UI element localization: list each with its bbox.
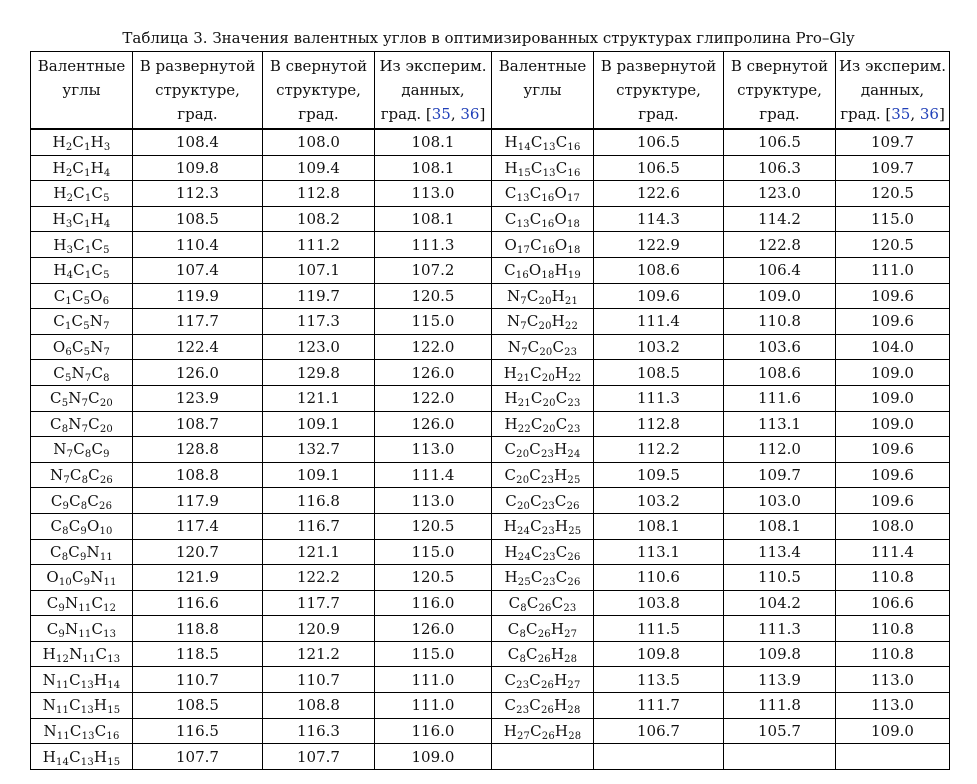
column-header-line: В свернутой — [269, 57, 368, 75]
angle-cell: $N_7C_8C_9$ — [31, 437, 133, 463]
unfolded-value-cell: 119.9 — [133, 283, 263, 309]
folded-value-cell: 109.1 — [263, 411, 375, 437]
unfolded-value-cell: 109.8 — [594, 641, 724, 667]
table-row — [31, 334, 950, 360]
table-row — [31, 181, 950, 207]
experimental-value-cell: 110.8 — [836, 565, 950, 591]
folded-value-cell: 104.2 — [724, 590, 836, 616]
folded-value-cell: 105.7 — [724, 718, 836, 744]
table-row — [31, 590, 950, 616]
unfolded-value-cell: 108.7 — [133, 411, 263, 437]
experimental-value-cell: 120.5 — [375, 565, 492, 591]
table-row — [31, 667, 950, 693]
folded-value-cell: 121.1 — [263, 539, 375, 565]
table-row — [31, 744, 950, 770]
angle-cell: $C_5N_7C_{20}$ — [31, 385, 133, 411]
table-row — [31, 155, 950, 181]
unfolded-value-cell: 103.8 — [594, 590, 724, 616]
experimental-value-cell: 109.0 — [836, 360, 950, 386]
experimental-value-cell: 111.0 — [375, 693, 492, 719]
folded-value-cell: 110.5 — [724, 565, 836, 591]
folded-value-cell: 109.1 — [263, 462, 375, 488]
citation-link[interactable]: 36 — [919, 105, 939, 123]
unfolded-value-cell: 111.7 — [594, 693, 724, 719]
column-header-line: град. — [638, 105, 679, 123]
angle-cell: $H_{22}C_{20}C_{23}$ — [492, 411, 594, 437]
table-row — [31, 616, 950, 642]
column-header — [133, 52, 263, 130]
experimental-value-cell: 116.0 — [375, 590, 492, 616]
unfolded-value-cell: 110.7 — [133, 667, 263, 693]
column-header-line: структуре, — [737, 81, 822, 99]
table-row — [31, 437, 950, 463]
unfolded-value-cell: 117.4 — [133, 513, 263, 539]
column-header — [263, 52, 375, 130]
table-row — [31, 462, 950, 488]
unfolded-value-cell: 111.4 — [594, 309, 724, 335]
citation-link[interactable]: 35 — [891, 105, 911, 123]
column-header-line — [838, 102, 947, 126]
column-header-line: структуре, — [155, 81, 240, 99]
folded-value-cell — [724, 744, 836, 770]
unfolded-value-cell: 122.9 — [594, 232, 724, 258]
experimental-value-cell: 109.0 — [836, 718, 950, 744]
experimental-value-cell: 111.4 — [836, 539, 950, 565]
table-row — [31, 513, 950, 539]
table-row — [31, 232, 950, 258]
unfolded-value-cell: 108.6 — [594, 257, 724, 283]
unfolded-value-cell: 109.8 — [133, 155, 263, 181]
unfolded-value-cell: 103.2 — [594, 334, 724, 360]
unfolded-value-cell: 111.3 — [594, 385, 724, 411]
experimental-value-cell: 126.0 — [375, 616, 492, 642]
folded-value-cell: 119.7 — [263, 283, 375, 309]
experimental-value-cell: 126.0 — [375, 411, 492, 437]
angle-cell: $H_3C_1C_5$ — [31, 232, 133, 258]
unfolded-value-cell: 107.7 — [133, 744, 263, 770]
angle-cell: $C_{20}C_{23}H_{25}$ — [492, 462, 594, 488]
angle-cell: $H_{25}C_{23}C_{26}$ — [492, 565, 594, 591]
table-row — [31, 565, 950, 591]
folded-value-cell: 111.6 — [724, 385, 836, 411]
experimental-value-cell: 115.0 — [375, 539, 492, 565]
unfolded-value-cell: 117.9 — [133, 488, 263, 514]
unfolded-value-cell: 110.6 — [594, 565, 724, 591]
experimental-value-cell: 120.5 — [836, 181, 950, 207]
folded-value-cell: 106.4 — [724, 257, 836, 283]
angle-cell: $C_8C_{26}H_{28}$ — [492, 641, 594, 667]
folded-value-cell: 111.2 — [263, 232, 375, 258]
angle-cell: $H_{15}C_{13}C_{16}$ — [492, 155, 594, 181]
folded-value-cell: 106.3 — [724, 155, 836, 181]
table-row — [31, 641, 950, 667]
unfolded-value-cell: 112.8 — [594, 411, 724, 437]
experimental-value-cell: 111.0 — [375, 667, 492, 693]
experimental-value-cell: 109.7 — [836, 129, 950, 155]
experimental-value-cell: 104.0 — [836, 334, 950, 360]
folded-value-cell: 113.9 — [724, 667, 836, 693]
column-header-line: углы — [62, 81, 101, 99]
angle-cell: $O_{17}C_{16}O_{18}$ — [492, 232, 594, 258]
table-row — [31, 257, 950, 283]
unfolded-value-cell: 109.5 — [594, 462, 724, 488]
folded-value-cell: 117.3 — [263, 309, 375, 335]
angle-cell: $C_1C_5N_7$ — [31, 309, 133, 335]
angle-cell: $C_9C_8C_{26}$ — [31, 488, 133, 514]
angle-cell: $N_7C_{20}H_{22}$ — [492, 309, 594, 335]
experimental-value-cell: 110.8 — [836, 616, 950, 642]
angle-cell: $H_4C_1C_5$ — [31, 257, 133, 283]
experimental-value-cell: 115.0 — [375, 309, 492, 335]
folded-value-cell: 108.8 — [263, 693, 375, 719]
experimental-value-cell: 126.0 — [375, 360, 492, 386]
folded-value-cell: 108.6 — [724, 360, 836, 386]
table-row — [31, 283, 950, 309]
unfolded-value-cell: 116.5 — [133, 718, 263, 744]
angle-cell: $C_{13}C_{16}O_{17}$ — [492, 181, 594, 207]
unfolded-value-cell: 113.1 — [594, 539, 724, 565]
unfolded-value-cell: 107.4 — [133, 257, 263, 283]
angle-cell: $H_{14}C_{13}C_{16}$ — [492, 129, 594, 155]
angle-cell: $O_{10}C_9N_{11}$ — [31, 565, 133, 591]
experimental-value-cell: 111.0 — [836, 257, 950, 283]
unfolded-value-cell: 128.8 — [133, 437, 263, 463]
folded-value-cell: 123.0 — [263, 334, 375, 360]
unfolded-value-cell: 118.5 — [133, 641, 263, 667]
experimental-value-cell: 115.0 — [836, 206, 950, 232]
angle-cell: $C_8C_9N_{11}$ — [31, 539, 133, 565]
table-row — [31, 411, 950, 437]
column-header — [836, 52, 950, 130]
folded-value-cell: 103.0 — [724, 488, 836, 514]
experimental-value-cell: 120.5 — [375, 283, 492, 309]
experimental-value-cell: 108.0 — [836, 513, 950, 539]
table-caption: Таблица 3. Значения валентных углов в оптимизированных структурах глипролина Pro–Gly — [122, 29, 855, 47]
experimental-value-cell: 107.2 — [375, 257, 492, 283]
experimental-value-cell: 113.0 — [836, 667, 950, 693]
header-text: , — [450, 105, 461, 123]
unfolded-value-cell: 103.2 — [594, 488, 724, 514]
unfolded-value-cell: 121.9 — [133, 565, 263, 591]
table-row — [31, 309, 950, 335]
experimental-value-cell: 120.5 — [836, 232, 950, 258]
angle-cell: $N_{11}C_{13}H_{15}$ — [31, 693, 133, 719]
column-header-line: углы — [523, 81, 562, 99]
unfolded-value-cell: 114.3 — [594, 206, 724, 232]
table-row — [31, 360, 950, 386]
unfolded-value-cell: 108.8 — [133, 462, 263, 488]
table-body — [31, 129, 950, 769]
unfolded-value-cell: 109.6 — [594, 283, 724, 309]
folded-value-cell: 111.3 — [724, 616, 836, 642]
column-header-line — [377, 102, 489, 126]
unfolded-value-cell: 108.1 — [594, 513, 724, 539]
table-row — [31, 206, 950, 232]
table-row — [31, 488, 950, 514]
unfolded-value-cell: 108.4 — [133, 129, 263, 155]
unfolded-value-cell — [594, 744, 724, 770]
header-text: град. [ — [840, 105, 892, 123]
experimental-value-cell: 109.6 — [836, 437, 950, 463]
column-header-line: Валентные — [498, 57, 587, 75]
angle-cell: $H_{12}N_{11}C_{13}$ — [31, 641, 133, 667]
unfolded-value-cell: 123.9 — [133, 385, 263, 411]
angle-cell: $C_{20}C_{23}H_{24}$ — [492, 437, 594, 463]
table-row — [31, 718, 950, 744]
angle-cell: $C_{20}C_{23}C_{26}$ — [492, 488, 594, 514]
column-header — [594, 52, 724, 130]
unfolded-value-cell: 106.7 — [594, 718, 724, 744]
folded-value-cell: 109.7 — [724, 462, 836, 488]
experimental-value-cell: 122.0 — [375, 385, 492, 411]
folded-value-cell: 116.7 — [263, 513, 375, 539]
column-header-line: град. — [177, 105, 218, 123]
folded-value-cell: 107.1 — [263, 257, 375, 283]
folded-value-cell: 116.8 — [263, 488, 375, 514]
angle-cell: $C_8C_{26}H_{27}$ — [492, 616, 594, 642]
column-header-line: В развернутой — [139, 57, 256, 75]
folded-value-cell: 108.0 — [263, 129, 375, 155]
column-header-line: данных, — [860, 81, 925, 99]
angle-cell: $C_{13}C_{16}O_{18}$ — [492, 206, 594, 232]
column-header — [724, 52, 836, 130]
angle-cell: $H_{24}C_{23}H_{25}$ — [492, 513, 594, 539]
angle-cell: $H_{24}C_{23}C_{26}$ — [492, 539, 594, 565]
header-text: ] — [479, 105, 486, 123]
experimental-value-cell: 110.8 — [836, 641, 950, 667]
experimental-value-cell: 109.0 — [836, 385, 950, 411]
angle-cell: $C_{23}C_{26}H_{28}$ — [492, 693, 594, 719]
experimental-value-cell: 115.0 — [375, 641, 492, 667]
experimental-value-cell: 113.0 — [375, 181, 492, 207]
unfolded-value-cell: 112.3 — [133, 181, 263, 207]
angle-cell: $N_{11}C_{13}C_{16}$ — [31, 718, 133, 744]
experimental-value-cell: 108.1 — [375, 129, 492, 155]
header-text: , — [910, 105, 920, 123]
experimental-value-cell: 109.7 — [836, 155, 950, 181]
angle-cell: $C_8N_7C_{20}$ — [31, 411, 133, 437]
experimental-value-cell: 120.5 — [375, 513, 492, 539]
experimental-value-cell: 109.6 — [836, 488, 950, 514]
folded-value-cell: 122.8 — [724, 232, 836, 258]
folded-value-cell: 108.1 — [724, 513, 836, 539]
angle-cell: $C_9N_{11}C_{13}$ — [31, 616, 133, 642]
angle-cell: $C_9N_{11}C_{12}$ — [31, 590, 133, 616]
unfolded-value-cell: 108.5 — [133, 206, 263, 232]
folded-value-cell: 117.7 — [263, 590, 375, 616]
folded-value-cell: 106.5 — [724, 129, 836, 155]
angle-cell: $C_5N_7C_8$ — [31, 360, 133, 386]
experimental-value-cell: 122.0 — [375, 334, 492, 360]
angle-cell: $N_7C_{20}C_{23}$ — [492, 334, 594, 360]
folded-value-cell: 121.2 — [263, 641, 375, 667]
experimental-value-cell: 109.6 — [836, 462, 950, 488]
unfolded-value-cell: 112.2 — [594, 437, 724, 463]
column-header-line: Валентные — [37, 57, 126, 75]
angle-cell: $O_6C_5N_7$ — [31, 334, 133, 360]
unfolded-value-cell: 108.5 — [133, 693, 263, 719]
experimental-value-cell: 109.6 — [836, 283, 950, 309]
experimental-value-cell: 113.0 — [375, 437, 492, 463]
unfolded-value-cell: 116.6 — [133, 590, 263, 616]
folded-value-cell: 122.2 — [263, 565, 375, 591]
citation-link[interactable]: 35 — [431, 105, 451, 123]
header-text: град. [ — [380, 105, 432, 123]
column-header-line: В свернутой — [730, 57, 829, 75]
angle-cell: $H_2C_1H_4$ — [31, 155, 133, 181]
experimental-value-cell: 113.0 — [836, 693, 950, 719]
folded-value-cell: 103.6 — [724, 334, 836, 360]
experimental-value-cell: 111.3 — [375, 232, 492, 258]
header-text: ] — [938, 105, 945, 123]
folded-value-cell: 123.0 — [724, 181, 836, 207]
column-header — [375, 52, 492, 130]
unfolded-value-cell: 108.5 — [594, 360, 724, 386]
unfolded-value-cell: 122.6 — [594, 181, 724, 207]
unfolded-value-cell: 106.5 — [594, 155, 724, 181]
angle-cell: $C_{23}C_{26}H_{27}$ — [492, 667, 594, 693]
table-row — [31, 539, 950, 565]
angle-cell: $N_7C_{20}H_{21}$ — [492, 283, 594, 309]
unfolded-value-cell: 111.5 — [594, 616, 724, 642]
angle-cell: $H_2C_1C_5$ — [31, 181, 133, 207]
unfolded-value-cell: 126.0 — [133, 360, 263, 386]
folded-value-cell: 109.0 — [724, 283, 836, 309]
experimental-value-cell: 109.0 — [836, 411, 950, 437]
unfolded-value-cell: 106.5 — [594, 129, 724, 155]
experimental-value-cell: 106.6 — [836, 590, 950, 616]
column-header-line: структуре, — [616, 81, 701, 99]
folded-value-cell: 110.7 — [263, 667, 375, 693]
angle-cell: $H_3C_1H_4$ — [31, 206, 133, 232]
folded-value-cell: 109.8 — [724, 641, 836, 667]
folded-value-cell: 107.7 — [263, 744, 375, 770]
experimental-value-cell: 116.0 — [375, 718, 492, 744]
folded-value-cell: 113.4 — [724, 539, 836, 565]
folded-value-cell: 129.8 — [263, 360, 375, 386]
angle-cell: $N_7C_8C_{26}$ — [31, 462, 133, 488]
folded-value-cell: 109.4 — [263, 155, 375, 181]
folded-value-cell: 121.1 — [263, 385, 375, 411]
angle-cell: $C_1C_5O_6$ — [31, 283, 133, 309]
folded-value-cell: 114.2 — [724, 206, 836, 232]
unfolded-value-cell: 110.4 — [133, 232, 263, 258]
folded-value-cell: 111.8 — [724, 693, 836, 719]
column-header-line: данных, — [401, 81, 465, 99]
folded-value-cell: 113.1 — [724, 411, 836, 437]
table-row — [31, 385, 950, 411]
column-header-line: структуре, — [276, 81, 361, 99]
column-header-line: В развернутой — [600, 57, 717, 75]
table-row — [31, 129, 950, 155]
folded-value-cell: 108.2 — [263, 206, 375, 232]
angle-cell: $C_{16}O_{18}H_{19}$ — [492, 257, 594, 283]
angle-cell: $N_{11}C_{13}H_{14}$ — [31, 667, 133, 693]
experimental-value-cell: 109.0 — [375, 744, 492, 770]
citation-link[interactable]: 36 — [460, 105, 480, 123]
experimental-value-cell: 111.4 — [375, 462, 492, 488]
folded-value-cell: 132.7 — [263, 437, 375, 463]
folded-value-cell: 112.0 — [724, 437, 836, 463]
unfolded-value-cell: 122.4 — [133, 334, 263, 360]
bond-angles-table — [30, 51, 950, 770]
angle-cell: $H_2C_1H_3$ — [31, 129, 133, 155]
column-header-line: Из эксперим. — [379, 57, 487, 75]
folded-value-cell: 120.9 — [263, 616, 375, 642]
angle-cell: $H_{14}C_{13}H_{15}$ — [31, 744, 133, 770]
folded-value-cell: 116.3 — [263, 718, 375, 744]
experimental-value-cell: 109.6 — [836, 309, 950, 335]
table-row — [31, 693, 950, 719]
unfolded-value-cell: 113.5 — [594, 667, 724, 693]
angle-cell: $H_{27}C_{26}H_{28}$ — [492, 718, 594, 744]
angle-cell: $H_{21}C_{20}H_{22}$ — [492, 360, 594, 386]
angle-cell: $C_8C_{26}C_{23}$ — [492, 590, 594, 616]
experimental-value-cell — [836, 744, 950, 770]
column-header-line: Из эксперим. — [838, 57, 947, 75]
unfolded-value-cell: 118.8 — [133, 616, 263, 642]
folded-value-cell: 112.8 — [263, 181, 375, 207]
unfolded-value-cell: 117.7 — [133, 309, 263, 335]
column-header-line: град. — [759, 105, 800, 123]
experimental-value-cell: 108.1 — [375, 155, 492, 181]
column-header — [492, 52, 594, 130]
header-row — [31, 52, 950, 130]
column-header-line: град. — [298, 105, 339, 123]
column-header — [31, 52, 133, 130]
angle-cell: $H_{21}C_{20}C_{23}$ — [492, 385, 594, 411]
angle-cell: $C_8C_9O_{10}$ — [31, 513, 133, 539]
folded-value-cell: 110.8 — [724, 309, 836, 335]
angle-cell — [492, 744, 594, 770]
experimental-value-cell: 113.0 — [375, 488, 492, 514]
unfolded-value-cell: 120.7 — [133, 539, 263, 565]
experimental-value-cell: 108.1 — [375, 206, 492, 232]
